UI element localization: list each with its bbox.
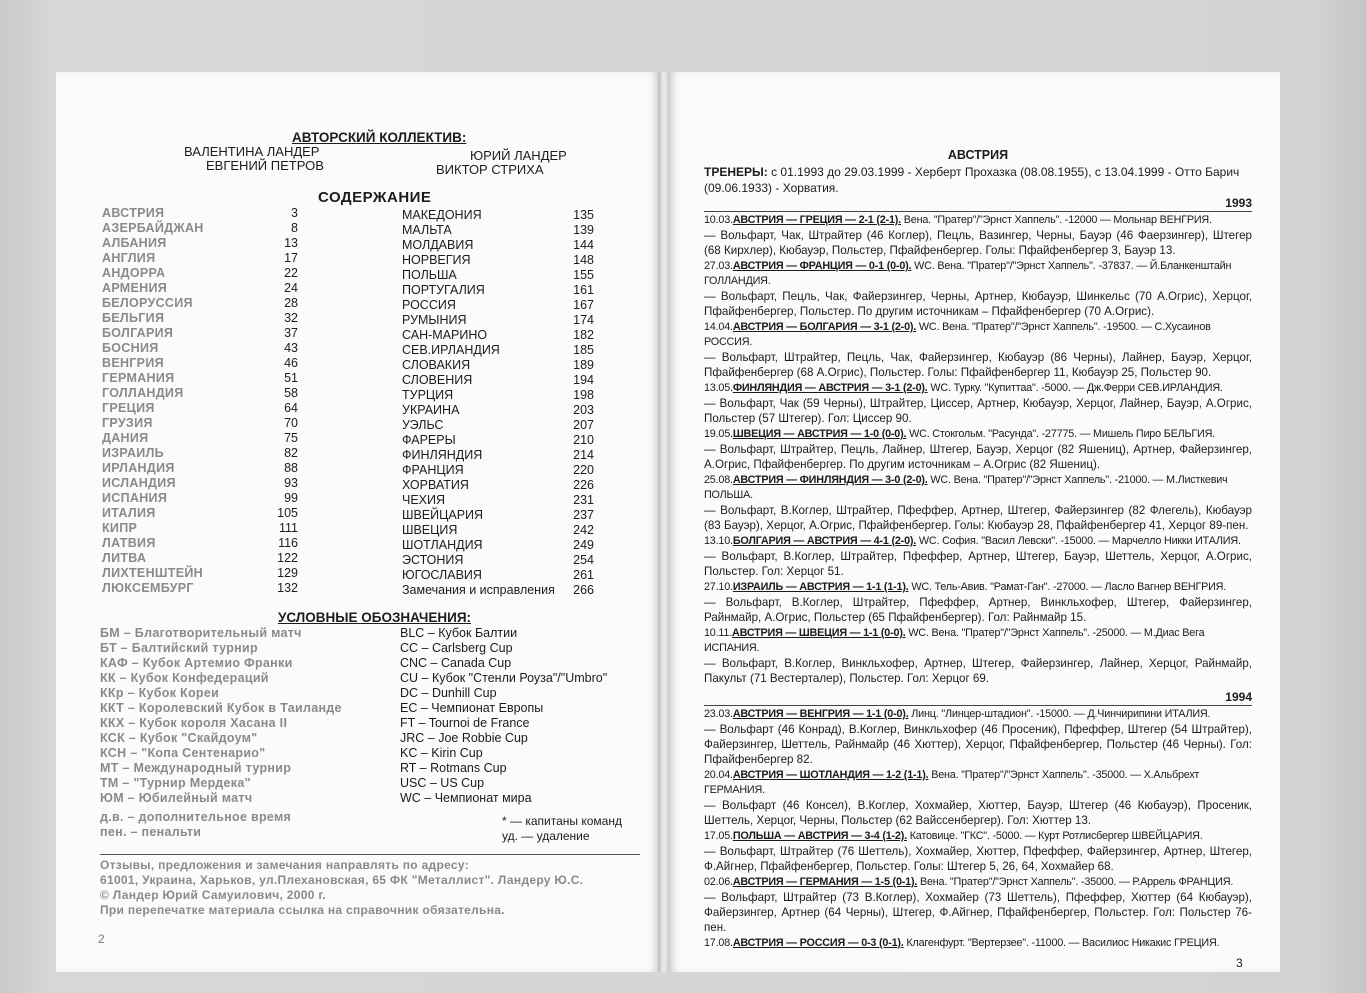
toc-entry-name: ШВЕЦИЯ xyxy=(402,523,458,537)
toc-entry-name: ЛИХТЕНШТЕЙН xyxy=(102,566,203,580)
legend-item: CU – Кубок "Стенли Роуза"/"Umbro" xyxy=(400,671,608,685)
author-name: ВИКТОР СТРИХА xyxy=(436,162,544,177)
toc-entry-page: 122 xyxy=(277,551,298,565)
toc-entry-page: 139 xyxy=(573,223,594,237)
toc-entry-page: 189 xyxy=(573,358,594,372)
toc-entry-page: 32 xyxy=(284,311,298,325)
legend-item: пен. – пенальти xyxy=(100,825,202,839)
match-header xyxy=(704,259,1252,289)
match-entry xyxy=(704,320,1252,380)
toc-entry-name: ГРЕЦИЯ xyxy=(102,401,155,415)
toc-entry-page: 13 xyxy=(284,236,298,250)
legend-item: KC – Kirin Cup xyxy=(400,746,483,760)
toc-entry-page: 174 xyxy=(573,313,594,327)
match-header xyxy=(704,829,1252,844)
toc-entry-name: САН-МАРИНО xyxy=(402,328,488,342)
match-entry xyxy=(704,829,1252,874)
toc-entry-name: ЛИТВА xyxy=(102,551,147,565)
toc-entry-name: СЕВ.ИРЛАНДИЯ xyxy=(402,343,500,357)
match-date: 19.05. xyxy=(704,428,733,440)
toc-entry-page: 148 xyxy=(573,253,594,267)
author-name: ЮРИЙ ЛАНДЕР xyxy=(470,148,567,163)
toc-entry-name: ИРЛАНДИЯ xyxy=(102,461,175,475)
toc-entry-page: 17 xyxy=(284,251,298,265)
toc-entry-page: 237 xyxy=(573,508,594,522)
toc-entry-page: 261 xyxy=(573,568,594,582)
toc-entry-page: 207 xyxy=(573,418,594,432)
toc-entry-page: 22 xyxy=(284,266,298,280)
match-header xyxy=(704,580,1252,595)
match-info: Клагенфурт. "Вертерзее". -11000. — Василиос Никакис ГРЕЦИЯ. xyxy=(903,937,1220,949)
legend-item: КАФ – Кубок Артемио Франки xyxy=(100,656,293,670)
toc-entry-name: ПОРТУГАЛИЯ xyxy=(402,283,485,297)
toc-entry-name: СЛОВАКИЯ xyxy=(402,358,471,372)
match-lineup: — Вольфарт, В.Коглер, Штрайтер, Пфеффер, Артнер, Штегер, Бауэр, Шеттель, Херцог, А.Огрис, Польстер. Гол: Херцог 51. xyxy=(704,550,1252,578)
match-title: АВСТРИЯ — ГЕРМАНИЯ — 1-5 (0-1). xyxy=(732,876,918,888)
toc-entry-name: ДАНИЯ xyxy=(102,431,149,445)
left-page xyxy=(56,72,660,972)
toc-entry-page: 3 xyxy=(291,206,298,220)
contact-line: 61001, Украина, Харьков, ул.Плехановская, 65 ФК "Металлист". Ландеру Ю.С. xyxy=(100,873,584,887)
toc-entry-name: РУМЫНИЯ xyxy=(402,313,467,327)
authors-heading: АВТОРСКИЙ КОЛЛЕКТИВ: xyxy=(292,130,467,145)
contact-line: © Ландер Юрий Самуилович, 2000 г. xyxy=(100,888,327,902)
toc-entry-name: БЕЛЬГИЯ xyxy=(102,311,165,325)
toc-entry-name: АЛБАНИЯ xyxy=(102,236,167,250)
match-info: Катовице. "ГКС". -5000. — Курт Ротлисбергер ШВЕЙЦАРИЯ. xyxy=(906,830,1203,842)
match-lineup: — Вольфарт, В.Коглер, Штрайтер, Пфеффер, Артнер, Винкльхофер, Штегер, Файерзингер, Райнмайр, А.Огрис, Польстер (65 Пфайфенбергер). Гол: Райнмайр 15. xyxy=(704,596,1252,624)
match-info: WC. София. "Васил Левски". -15000. — Марчелло Никки ИТАЛИЯ. xyxy=(916,535,1241,547)
toc-entry-name: КИПР xyxy=(102,521,138,535)
page-number: 2 xyxy=(98,932,105,946)
match-date: 17.05. xyxy=(704,830,733,842)
legend-item: BLC – Кубок Балтии xyxy=(400,626,518,640)
legend-item: МТ – Международный турнир xyxy=(100,761,292,775)
toc-entry-name: ФРАНЦИЯ xyxy=(402,463,464,477)
toc-entry-name: АРМЕНИЯ xyxy=(102,281,168,295)
legend-item: ТМ – "Турнир Мердека" xyxy=(100,776,251,790)
match-list xyxy=(704,196,1252,951)
match-date: 02.06. xyxy=(704,876,733,888)
toc-entry-page: 75 xyxy=(284,431,298,445)
toc-entry-name: МОЛДАВИЯ xyxy=(402,238,474,252)
legend-left-extra xyxy=(100,810,400,840)
toc-entry-page: 43 xyxy=(284,341,298,355)
toc-entry-name: ЮГОСЛАВИЯ xyxy=(402,568,482,582)
toc-entry-name: СЛОВЕНИЯ xyxy=(402,373,473,387)
toc-entry-page: 37 xyxy=(284,326,298,340)
match-title: АВСТРИЯ — БОЛГАРИЯ — 3-1 (2-0). xyxy=(732,321,917,333)
toc-entry-page: 226 xyxy=(573,478,594,492)
legend-item: * — капитаны команд xyxy=(502,814,622,828)
toc-entry-name: ИТАЛИЯ xyxy=(102,506,156,520)
toc-entry-name: ТУРЦИЯ xyxy=(402,388,454,402)
toc-entry-name: АНДОРРА xyxy=(102,266,166,280)
match-date: 27.10. xyxy=(704,581,733,593)
legend-item: DC – Dunhill Cup xyxy=(400,686,497,700)
match-title: ШВЕЦИЯ — АВСТРИЯ — 1-0 (0-0). xyxy=(732,428,907,440)
toc-entry-page: 24 xyxy=(284,281,298,295)
match-date: 23.03. xyxy=(704,708,733,720)
toc-entry-page: 161 xyxy=(573,283,594,297)
toc-entry-page: 70 xyxy=(284,416,298,430)
match-date: 27.03. xyxy=(704,260,733,272)
toc-entry-page: 203 xyxy=(573,403,594,417)
match-header xyxy=(704,768,1252,798)
match-header xyxy=(704,534,1252,549)
legend-item: КК – Кубок Конфедераций xyxy=(100,671,269,685)
match-title: АВСТРИЯ — ШОТЛАНДИЯ — 1-2 (1-1). xyxy=(732,769,929,781)
match-lineup: — Вольфарт, В.Коглер, Штрайтер, Пфеффер, Артнер, Штегер, Файерзингер (82 Флегель), Кюбауэр (83 Бауэр), Херцог, А.Огрис, Пфайфенбергер. Голы: Кюбауэр 28, Пфайфенбергер 41, Херцог 89-пен. xyxy=(704,504,1252,532)
match-header xyxy=(704,427,1252,442)
toc-entry-page: 155 xyxy=(573,268,594,282)
match-date: 13.10. xyxy=(704,535,733,547)
coaches-label: ТРЕНЕРЫ: xyxy=(704,165,768,179)
match-info: Вена. "Пратер"/"Эрнст Хаппель". -35000. — Х.Альбрехт ГЕРМАНИЯ. xyxy=(704,769,1200,796)
toc-entry-page: 105 xyxy=(277,506,298,520)
match-info: WC. Стокгольм. "Расунда". -27775. — Мишель Пиро БЕЛЬГИЯ. xyxy=(906,428,1215,440)
toc-entry-name: ИЗРАИЛЬ xyxy=(102,446,164,460)
toc-entry-page: 28 xyxy=(284,296,298,310)
toc-entry-name: ЧЕХИЯ xyxy=(402,493,446,507)
toc-entry-name: ГОЛЛАНДИЯ xyxy=(102,386,184,400)
toc-entry-name: ЛЮКСЕМБУРГ xyxy=(102,581,194,595)
toc-entry-name: ПОЛЬША xyxy=(402,268,457,282)
toc-entry-name: ШВЕЙЦАРИЯ xyxy=(402,508,484,522)
match-lineup: — Вольфарт, Штрайтер, Пецль, Чак, Файерзингер, Кюбауэр (86 Черны), Лайнер, Бауэр, Херцог, Пфайфенбергер (68 А.Огрис), Польстер. Голы: Пфайфенбергер 11, Кюбауэр 25, Польстер 90. xyxy=(704,351,1252,379)
match-lineup: — Вольфарт, Чак, Штрайтер (46 Коглер), Пецль, Вазингер, Черны, Бауэр (46 Фаерзингер), Штегер (68 Кирхлер), Кюбауэр, Польстер, Пфайфенбергер. Голы: Пфайфенбергер 3, Бауэр 13. xyxy=(704,229,1252,257)
toc-entry-page: 99 xyxy=(284,491,298,505)
toc-entry-page: 82 xyxy=(284,446,298,460)
toc-entry-page: 8 xyxy=(291,221,298,235)
match-date: 14.04. xyxy=(704,321,733,333)
toc-entry-page: 129 xyxy=(277,566,298,580)
match-lineup: — Вольфарт, Штрайтер (76 Шеттель), Хохмайер, Хюттер, Пфеффер, Файерзингер, Артнер, Штегер, Ф.Айгнер, Пфайфенбергер, Польстер. Голы: Штегер 5, 26, 64, Хохмайер 68. xyxy=(704,845,1252,873)
match-date: 10.11. xyxy=(704,627,733,639)
match-lineup: — Вольфарт, Штрайтер, Пецль, Лайнер, Штегер, Бауэр, Херцог (82 Яшениц), Артнер, Файерзингер, А.Огрис, Пфайфенбергер. По другим источникам – А.Огрис (82 Яшениц). xyxy=(704,443,1252,471)
toc-entry-page: 231 xyxy=(573,493,594,507)
match-entry xyxy=(704,473,1252,533)
legend-item: БМ – Благотворительный матч xyxy=(100,626,302,640)
match-header xyxy=(704,707,1252,722)
toc-entry-name: РОССИЯ xyxy=(402,298,456,312)
year-header: 1994 xyxy=(704,690,1252,706)
toc-entry-page: 182 xyxy=(573,328,594,342)
match-info: WC. Вена. "Пратер"/"Эрнст Хаппель". -19500. — С.Хусаинов РОССИЯ. xyxy=(704,321,1211,348)
coaches xyxy=(704,164,1252,196)
toc-entry-name: ВЕНГРИЯ xyxy=(102,356,164,370)
match-info: WC. Вена. "Пратер"/"Эрнст Хаппель". -21000. — М.Листкевич ПОЛЬША. xyxy=(704,474,1228,501)
toc-entry-name: БОСНИЯ xyxy=(102,341,159,355)
match-info: WC. Тель-Авив. "Рамат-Ган". -27000. — Ласло Вагнер ВЕНГРИЯ. xyxy=(908,581,1227,593)
match-lineup: — Вольфарт (46 Консел), В.Коглер, Хохмайер, Хюттер, Бауэр, Штегер (46 Кюбауэр), Просеник, Шеттель, Херцог, Черны, Польстер (62 Вайссенбергер). Гол: Хюттер 13. xyxy=(704,799,1252,827)
toc-entry-name: ЭСТОНИЯ xyxy=(402,553,464,567)
match-header xyxy=(704,320,1252,350)
match-info: Линц. "Линцер-штадион". -15000. — Д.Чинчирипини ИТАЛИЯ. xyxy=(908,708,1211,720)
toc-entry-page: 214 xyxy=(573,448,594,462)
toc-entry-name: НОРВЕГИЯ xyxy=(402,253,471,267)
toc-entry-name: УКРАИНА xyxy=(402,403,460,417)
legend-item: ЮМ – Юбилейный матч xyxy=(100,791,253,805)
legend-item: д.в. – дополнительное время xyxy=(100,810,292,824)
toc-entry-name: ГРУЗИЯ xyxy=(102,416,153,430)
toc-entry-name: АВСТРИЯ xyxy=(102,206,165,220)
match-header xyxy=(704,875,1252,890)
legend-item: ККр – Кубок Кореи xyxy=(100,686,220,700)
toc-entry-page: 135 xyxy=(573,208,594,222)
legend-item: WC – Чемпионат мира xyxy=(400,791,532,805)
legend-item: БТ – Балтийский турнир xyxy=(100,641,258,655)
match-entry xyxy=(704,259,1252,319)
match-lineup: — Вольфарт, Пецль, Чак, Файерзингер, Черны, Артнер, Кюбауэр, Шинкельс (70 А.Огрис), Херцог, Пфайфенбергер, Польстер. По другим источникам – Пфайфенбергер (70 А.Огрис). xyxy=(704,290,1252,318)
toc-entry-name: ИСЛАНДИЯ xyxy=(102,476,176,490)
match-title: ИЗРАИЛЬ — АВСТРИЯ — 1-1 (1-1). xyxy=(732,581,909,593)
toc-entry-page: 249 xyxy=(573,538,594,552)
country-title: АВСТРИЯ xyxy=(947,148,1009,162)
toc-entry-page: 58 xyxy=(284,386,298,400)
legend-item: CNC – Canada Cup xyxy=(400,656,512,670)
author-name: ЕВГЕНИЙ ПЕТРОВ xyxy=(206,158,324,173)
toc-left-names xyxy=(102,206,262,596)
match-entry xyxy=(704,707,1252,767)
match-lineup: — Вольфарт (46 Конрад), В.Коглер, Винкльхофер (46 Просеник), Пфеффер, Штегер (54 Штрайтер), Файерзингер, Шеттель, Райнмайр (46 Хюттер), Херцог, Пфайфенбергер, Польстер (46 Черны). Гол: Пфайфенбергер 82. xyxy=(704,723,1252,766)
legend-item: EC – Чемпионат Европы xyxy=(400,701,544,715)
contact-info xyxy=(100,858,620,918)
match-header xyxy=(704,213,1252,228)
legend-item: USC – US Cup xyxy=(400,776,485,790)
toc-entry-page: 185 xyxy=(573,343,594,357)
contact-line: При перепечатке материала ссылка на справочник обязательна. xyxy=(100,903,505,917)
toc-entry-page: 144 xyxy=(573,238,594,252)
toc-entry-name: ФАРЕРЫ xyxy=(402,433,456,447)
legend-item: уд. — удаление xyxy=(502,829,590,843)
match-entry xyxy=(704,875,1252,935)
toc-entry-name: ШОТЛАНДИЯ xyxy=(402,538,483,552)
toc-entry-name: ГЕРМАНИЯ xyxy=(102,371,175,385)
toc-entry-page: 93 xyxy=(284,476,298,490)
match-entry xyxy=(704,534,1252,579)
match-header xyxy=(704,936,1252,951)
right-page xyxy=(668,72,1280,972)
match-title: БОЛГАРИЯ — АВСТРИЯ — 4-1 (2-0). xyxy=(732,535,917,547)
toc-right-pages xyxy=(556,208,594,598)
legend-item: FT – Tournoi de France xyxy=(400,716,530,730)
legend-right-extra xyxy=(502,814,642,844)
match-lineup: — Вольфарт, Чак (59 Черны), Штрайтер, Циссер, Артнер, Кюбауэр, Херцог, Лайнер, Бауэр, А.Огрис, Польстер (57 Штегер). Гол: Циссер 90. xyxy=(704,397,1252,425)
match-info: WC. Турку. "Купиттаа". -5000. — Дж.Ферри СЕВ.ИРЛАНДИЯ. xyxy=(927,382,1223,394)
toc-entry-page: 167 xyxy=(573,298,594,312)
match-entry xyxy=(704,936,1252,951)
toc-entry-page: 64 xyxy=(284,401,298,415)
toc-entry-name: ИСПАНИЯ xyxy=(102,491,168,505)
match-date: 13.05. xyxy=(704,382,733,394)
toc-entry-name: ФИНЛЯНДИЯ xyxy=(402,448,483,462)
legend-item: КСН – "Копа Сентенарио" xyxy=(100,746,266,760)
match-title: АВСТРИЯ — ФРАНЦИЯ — 0-1 (0-0). xyxy=(732,260,912,272)
toc-entry-name: УЭЛЬС xyxy=(402,418,444,432)
toc-entry-page: 210 xyxy=(573,433,594,447)
toc-entry-page: 220 xyxy=(573,463,594,477)
match-title: АВСТРИЯ — ФИНЛЯНДИЯ — 3-0 (2-0). xyxy=(732,474,928,486)
match-header xyxy=(704,473,1252,503)
match-lineup: — Вольфарт, В.Коглер, Винкльхофер, Артнер, Штегер, Файерзингер, Лайнер, Херцог, Райнмайр, Пакульт (71 Вестерталер), Польстер. Гол: Херцог 69. xyxy=(704,657,1252,685)
legend-item: ККТ – Королевский Кубок в Таиланде xyxy=(100,701,342,715)
match-entry xyxy=(704,213,1252,258)
legend-item: ККХ – Кубок короля Хасана II xyxy=(100,716,288,730)
page-number: 3 xyxy=(1236,956,1243,970)
match-date: 17.08. xyxy=(704,937,733,949)
legend-item: CC – Carlsberg Cup xyxy=(400,641,513,655)
match-entry xyxy=(704,427,1252,472)
toc-entry-page: 194 xyxy=(573,373,594,387)
match-header xyxy=(704,626,1252,656)
match-entry xyxy=(704,580,1252,625)
toc-entry-page: 132 xyxy=(277,581,298,595)
toc-entry-page: 111 xyxy=(278,521,298,535)
match-title: АВСТРИЯ — ГРЕЦИЯ — 2-1 (2-1). xyxy=(732,214,901,226)
toc-entry-name: БОЛГАРИЯ xyxy=(102,326,174,340)
match-date: 25.08. xyxy=(704,474,733,486)
contact-line: Отзывы, предложения и замечания направлять по адресу: xyxy=(100,858,469,872)
toc-entry-name: ХОРВАТИЯ xyxy=(402,478,469,492)
toc-entry-page: 242 xyxy=(573,523,594,537)
legend-heading: УСЛОВНЫЕ ОБОЗНАЧЕНИЯ: xyxy=(278,610,472,625)
toc-entry-name: МАЛЬТА xyxy=(402,223,452,237)
match-lineup: — Вольфарт, Штрайтер (73 В.Коглер), Хохмайер (73 Шеттель), Пфеффер, Хюттер (64 Кюбауэр), Файерзингер, Артнер (64 Черны), Штегер, Ф.Айгнер, Пфайфенбергер, Польстер. Гол: Польстер 76-пен. xyxy=(704,891,1252,934)
match-title: АВСТРИЯ — ШВЕЦИЯ — 1-1 (0-0). xyxy=(732,627,906,639)
toc-left-pages xyxy=(264,206,298,596)
author-name: ВАЛЕНТИНА ЛАНДЕР xyxy=(184,144,320,159)
match-entry xyxy=(704,768,1252,828)
match-date: 10.03. xyxy=(704,214,733,226)
year-header: 1993 xyxy=(704,196,1252,212)
match-title: ФИНЛЯНДИЯ — АВСТРИЯ — 3-1 (2-0). xyxy=(732,382,928,394)
toc-entry-page: 198 xyxy=(573,388,594,402)
toc-entry-name: ЛАТВИЯ xyxy=(102,536,156,550)
toc-entry-page: 51 xyxy=(284,371,298,385)
coaches-text: с 01.1993 до 29.03.1999 - Херберт Прохазка (08.08.1955), с 13.04.1999 - Отто Барич (09.06.1933) - Хорватия. xyxy=(704,165,1240,195)
match-title: АВСТРИЯ — РОССИЯ — 0-3 (0-1). xyxy=(732,937,904,949)
match-date: 20.04. xyxy=(704,769,733,781)
match-info: Вена. "Пратер"/"Эрнст Хаппель". -12000 — Мольнар ВЕНГРИЯ. xyxy=(900,214,1212,226)
legend-item: RT – Rotmans Cup xyxy=(400,761,507,775)
toc-entry-page: 266 xyxy=(573,583,594,597)
legend-item: JRC – Joe Robbie Cup xyxy=(400,731,528,745)
toc-entry-page: 88 xyxy=(284,461,298,475)
match-title: АВСТРИЯ — ВЕНГРИЯ — 1-1 (0-0). xyxy=(732,708,909,720)
divider xyxy=(100,854,640,855)
match-info: WC. Вена. "Пратер"/"Эрнст Хаппель". -25000. — М.Диас Вега ИСПАНИЯ. xyxy=(704,627,1205,654)
match-entry xyxy=(704,626,1252,686)
toc-right-names xyxy=(402,208,582,598)
match-info: WC. Вена. "Пратер"/"Эрнст Хаппель". -37837. — Й.Бланкенштайн ГОЛЛАНДИЯ. xyxy=(704,260,1232,287)
match-header xyxy=(704,381,1252,396)
legend-item: КСК – Кубок "Скайдоум" xyxy=(100,731,258,745)
toc-entry-page: 46 xyxy=(284,356,298,370)
match-entry xyxy=(704,381,1252,426)
contents-heading: СОДЕРЖАНИЕ xyxy=(318,189,432,206)
match-info: Вена. "Пратер"/"Эрнст Хаппель". -35000. — Р.Аррель ФРАНЦИЯ. xyxy=(917,876,1234,888)
toc-entry-name: Замечания и исправления xyxy=(402,583,555,597)
legend-left xyxy=(100,626,400,806)
toc-entry-page: 116 xyxy=(278,536,298,550)
toc-entry-page: 254 xyxy=(573,553,594,567)
toc-entry-name: МАКЕДОНИЯ xyxy=(402,208,482,222)
legend-right xyxy=(400,626,640,806)
match-title: ПОЛЬША — АВСТРИЯ — 3-4 (1-2). xyxy=(732,830,907,842)
toc-entry-name: АНГЛИЯ xyxy=(102,251,156,265)
toc-entry-name: АЗЕРБАЙДЖАН xyxy=(102,221,204,235)
toc-entry-name: БЕЛОРУССИЯ xyxy=(102,296,193,310)
